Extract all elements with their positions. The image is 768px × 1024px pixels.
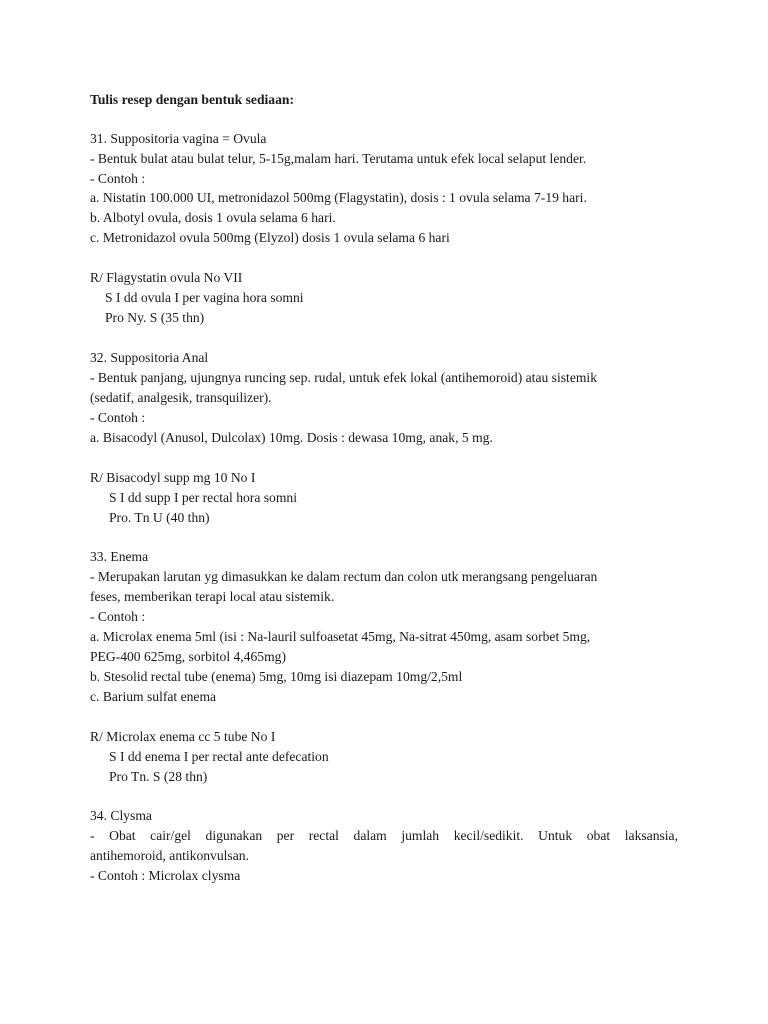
section-31-title: 31. Suppositoria vagina = Ovula [90,131,267,146]
section-33-description-2: feses, memberikan terapi local atau sistemik. [90,589,335,604]
section-33-example-b: b. Stesolid rectal tube (enema) 5mg, 10mg isi diazepam 10mg/2,5ml [90,669,463,684]
recipe-33-signa: S I dd enema I per rectal ante defecation [109,749,329,764]
section-34-description-1: - Obat cair/gel digunakan per rectal dalam jumlah kecil/sedikit. Untuk obat laksansia, [90,828,678,843]
recipe-32-r: R/ Bisacodyl supp mg 10 No I [90,470,256,485]
section-33-example-a-cont: PEG-400 625mg, sorbitol 4,465mg) [90,649,286,664]
recipe-31-signa: S I dd ovula I per vagina hora somni [105,290,304,305]
recipe-31-r: R/ Flagystatin ovula No VII [90,270,243,285]
recipe-31-pro: Pro Ny. S (35 thn) [105,310,205,325]
recipe-33-r: R/ Microlax enema cc 5 tube No I [90,729,276,744]
section-31-example-label: - Contoh : [90,171,146,186]
section-32-description-1: - Bentuk panjang, ujungnya runcing sep. rudal, untuk efek lokal (antihemoroid) atau sistemik [90,370,597,385]
section-31-example-c: c. Metronidazol ovula 500mg (Elyzol) dosis 1 ovula selama 6 hari [90,230,450,245]
recipe-32-signa: S I dd supp I per rectal hora somni [109,490,298,505]
section-32-example-a: a. Bisacodyl (Anusol, Dulcolax) 10mg. Dosis : dewasa 10mg, anak, 5 mg. [90,430,493,445]
document-heading: Tulis resep dengan bentuk sediaan: [90,92,294,107]
section-34-title: 34. Clysma [90,808,152,823]
section-34-description-2: antihemoroid, antikonvulsan. [90,848,249,863]
section-32-example-label: - Contoh : [90,410,146,425]
section-32-description-2: (sedatif, analgesik, transquilizer). [90,390,272,405]
section-33-description-1: - Merupakan larutan yg dimasukkan ke dalam rectum dan colon utk merangsang pengeluaran [90,569,598,584]
section-33-title: 33. Enema [90,549,149,564]
section-33-example-a: a. Microlax enema 5ml (isi : Na-lauril sulfoasetat 45mg, Na-sitrat 450mg, asam sorbet 5mg, [90,629,591,644]
section-31-description: - Bentuk bulat atau bulat telur, 5-15g,malam hari. Terutama untuk efek local selaput lender. [90,151,587,166]
section-33-example-label: - Contoh : [90,609,146,624]
section-31-example-b: b. Albotyl ovula, dosis 1 ovula selama 6 hari. [90,210,336,225]
section-31-example-a: a. Nistatin 100.000 UI, metronidazol 500mg (Flagystatin), dosis : 1 ovula selama 7-19 hari. [90,190,587,205]
section-32-title: 32. Suppositoria Anal [90,350,209,365]
recipe-33-pro: Pro Tn. S (28 thn) [109,769,208,784]
section-33-example-c: c. Barium sulfat enema [90,689,217,704]
section-34-example-label: - Contoh : Microlax clysma [90,868,241,883]
recipe-32-pro: Pro. Tn U (40 thn) [109,510,210,525]
